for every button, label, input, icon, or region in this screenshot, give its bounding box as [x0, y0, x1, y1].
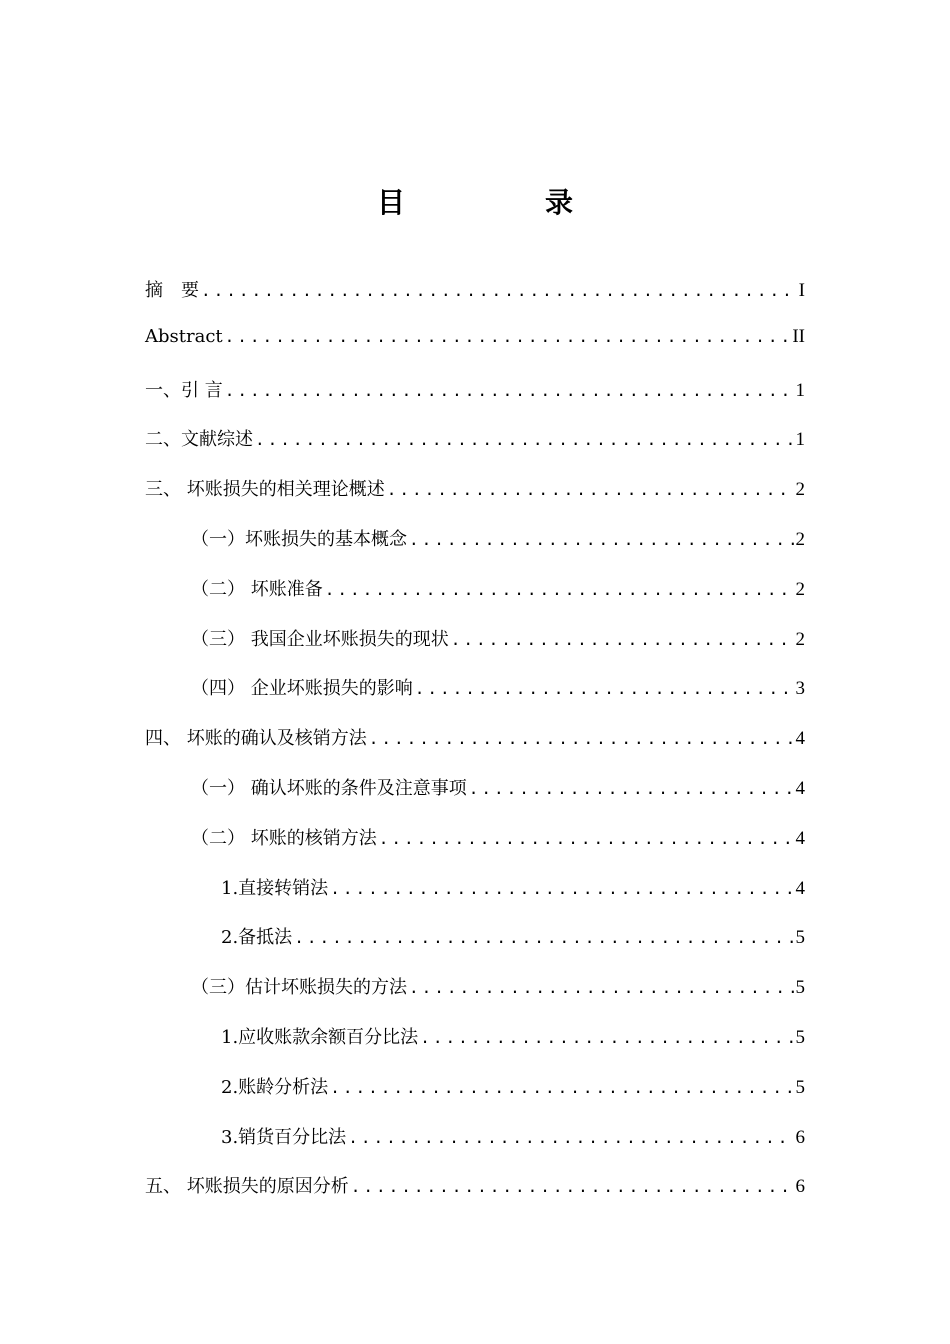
toc-entry-page: 2	[795, 528, 805, 550]
toc-entry-page: 5	[795, 1026, 805, 1048]
toc-entry-page: 1	[795, 429, 805, 451]
toc-entry-label: （一） 确认坏账的条件及注意事项	[191, 777, 467, 799]
toc-entry-label: 2.账龄分析法	[221, 1076, 329, 1098]
toc-leader-dots	[225, 381, 794, 400]
toc-leader-dots	[451, 630, 794, 649]
toc-entry-label: （二） 坏账的核销方法	[191, 827, 377, 849]
toc-leader-dots	[369, 729, 794, 748]
toc-entry[interactable]	[145, 674, 805, 724]
toc-entry[interactable]	[145, 874, 805, 924]
toc-entry-page: 4	[795, 728, 805, 750]
toc-entry-page: 2	[795, 578, 805, 600]
toc-entry[interactable]	[145, 575, 805, 625]
toc-entry-page: 4	[795, 827, 805, 849]
toc-entry-page: 3	[795, 678, 805, 700]
toc-entry[interactable]	[145, 724, 805, 774]
toc-leader-dots	[415, 679, 794, 698]
toc-entry-page: 5	[795, 927, 805, 949]
toc-entry-page: 4	[795, 877, 805, 899]
toc-entry[interactable]	[145, 425, 805, 475]
toc-entry-page: I	[798, 280, 805, 301]
toc-entry-label: 三、 坏账损失的相关理论概述	[145, 479, 385, 501]
toc-entry[interactable]	[145, 1023, 805, 1073]
toc-entry[interactable]	[145, 326, 805, 376]
toc-leader-dots	[294, 928, 793, 947]
toc-entry-page: 5	[795, 977, 805, 999]
toc-entry[interactable]	[145, 525, 805, 575]
toc-entry-page: 2	[795, 479, 805, 501]
toc-title: 目 录	[376, 186, 629, 219]
toc-entry[interactable]	[145, 1073, 805, 1123]
toc-entry[interactable]	[145, 824, 805, 874]
toc-leader-dots	[330, 879, 793, 898]
toc-entry-label: （三） 我国企业坏账损失的现状	[191, 628, 449, 650]
toc-entry[interactable]	[145, 276, 805, 326]
toc-entry-label: （四） 企业坏账损失的影响	[191, 678, 413, 700]
toc-leader-dots	[469, 779, 794, 798]
toc-list	[145, 276, 805, 1222]
toc-entry[interactable]	[145, 973, 805, 1023]
toc-entry-page: 6	[795, 1126, 805, 1148]
toc-entry-label: 摘 要	[145, 280, 199, 301]
toc-leader-dots	[409, 530, 794, 549]
toc-entry[interactable]	[145, 376, 805, 426]
toc-entry-page: 5	[795, 1076, 805, 1098]
toc-entry-label: 1.应收账款余额百分比法	[221, 1026, 419, 1048]
toc-entry[interactable]	[145, 1123, 805, 1173]
toc-entry-label: 一、引 言	[145, 379, 223, 401]
toc-leader-dots	[225, 327, 791, 346]
toc-entry-label: （三）估计坏账损失的方法	[191, 977, 407, 999]
toc-entry[interactable]	[145, 923, 805, 973]
toc-entry-label: 四、 坏账的确认及核销方法	[145, 728, 367, 750]
toc-entry-label: 五、 坏账损失的原因分析	[145, 1176, 349, 1198]
toc-entry-label: 1.直接转销法	[221, 877, 329, 899]
toc-entry-label: 3.销货百分比法	[221, 1126, 347, 1148]
toc-leader-dots	[348, 1128, 793, 1147]
toc-leader-dots	[409, 978, 794, 997]
toc-entry[interactable]	[145, 625, 805, 675]
toc-entry-label: （二） 坏账准备	[191, 578, 323, 600]
toc-leader-dots	[330, 1078, 793, 1097]
toc-leader-dots	[379, 829, 794, 848]
toc-entry-label: Abstract	[145, 325, 223, 347]
toc-entry-label: （一）坏账损失的基本概念	[191, 528, 407, 550]
toc-entry[interactable]	[145, 774, 805, 824]
toc-entry-label: 二、文献综述	[145, 429, 253, 451]
toc-leader-dots	[255, 430, 794, 449]
toc-leader-dots	[387, 480, 794, 499]
toc-leader-dots	[420, 1028, 793, 1047]
toc-leader-dots	[201, 281, 797, 300]
toc-entry-page: 2	[795, 628, 805, 650]
toc-leader-dots	[351, 1177, 794, 1196]
toc-leader-dots	[325, 580, 794, 599]
toc-entry-label: 2.备抵法	[221, 927, 293, 949]
toc-entry-page: 6	[795, 1176, 805, 1198]
toc-entry[interactable]	[145, 1172, 805, 1222]
toc-entry-page: 1	[795, 379, 805, 401]
toc-entry-page: II	[792, 325, 805, 347]
toc-entry-page: 4	[795, 777, 805, 799]
toc-entry[interactable]	[145, 475, 805, 525]
